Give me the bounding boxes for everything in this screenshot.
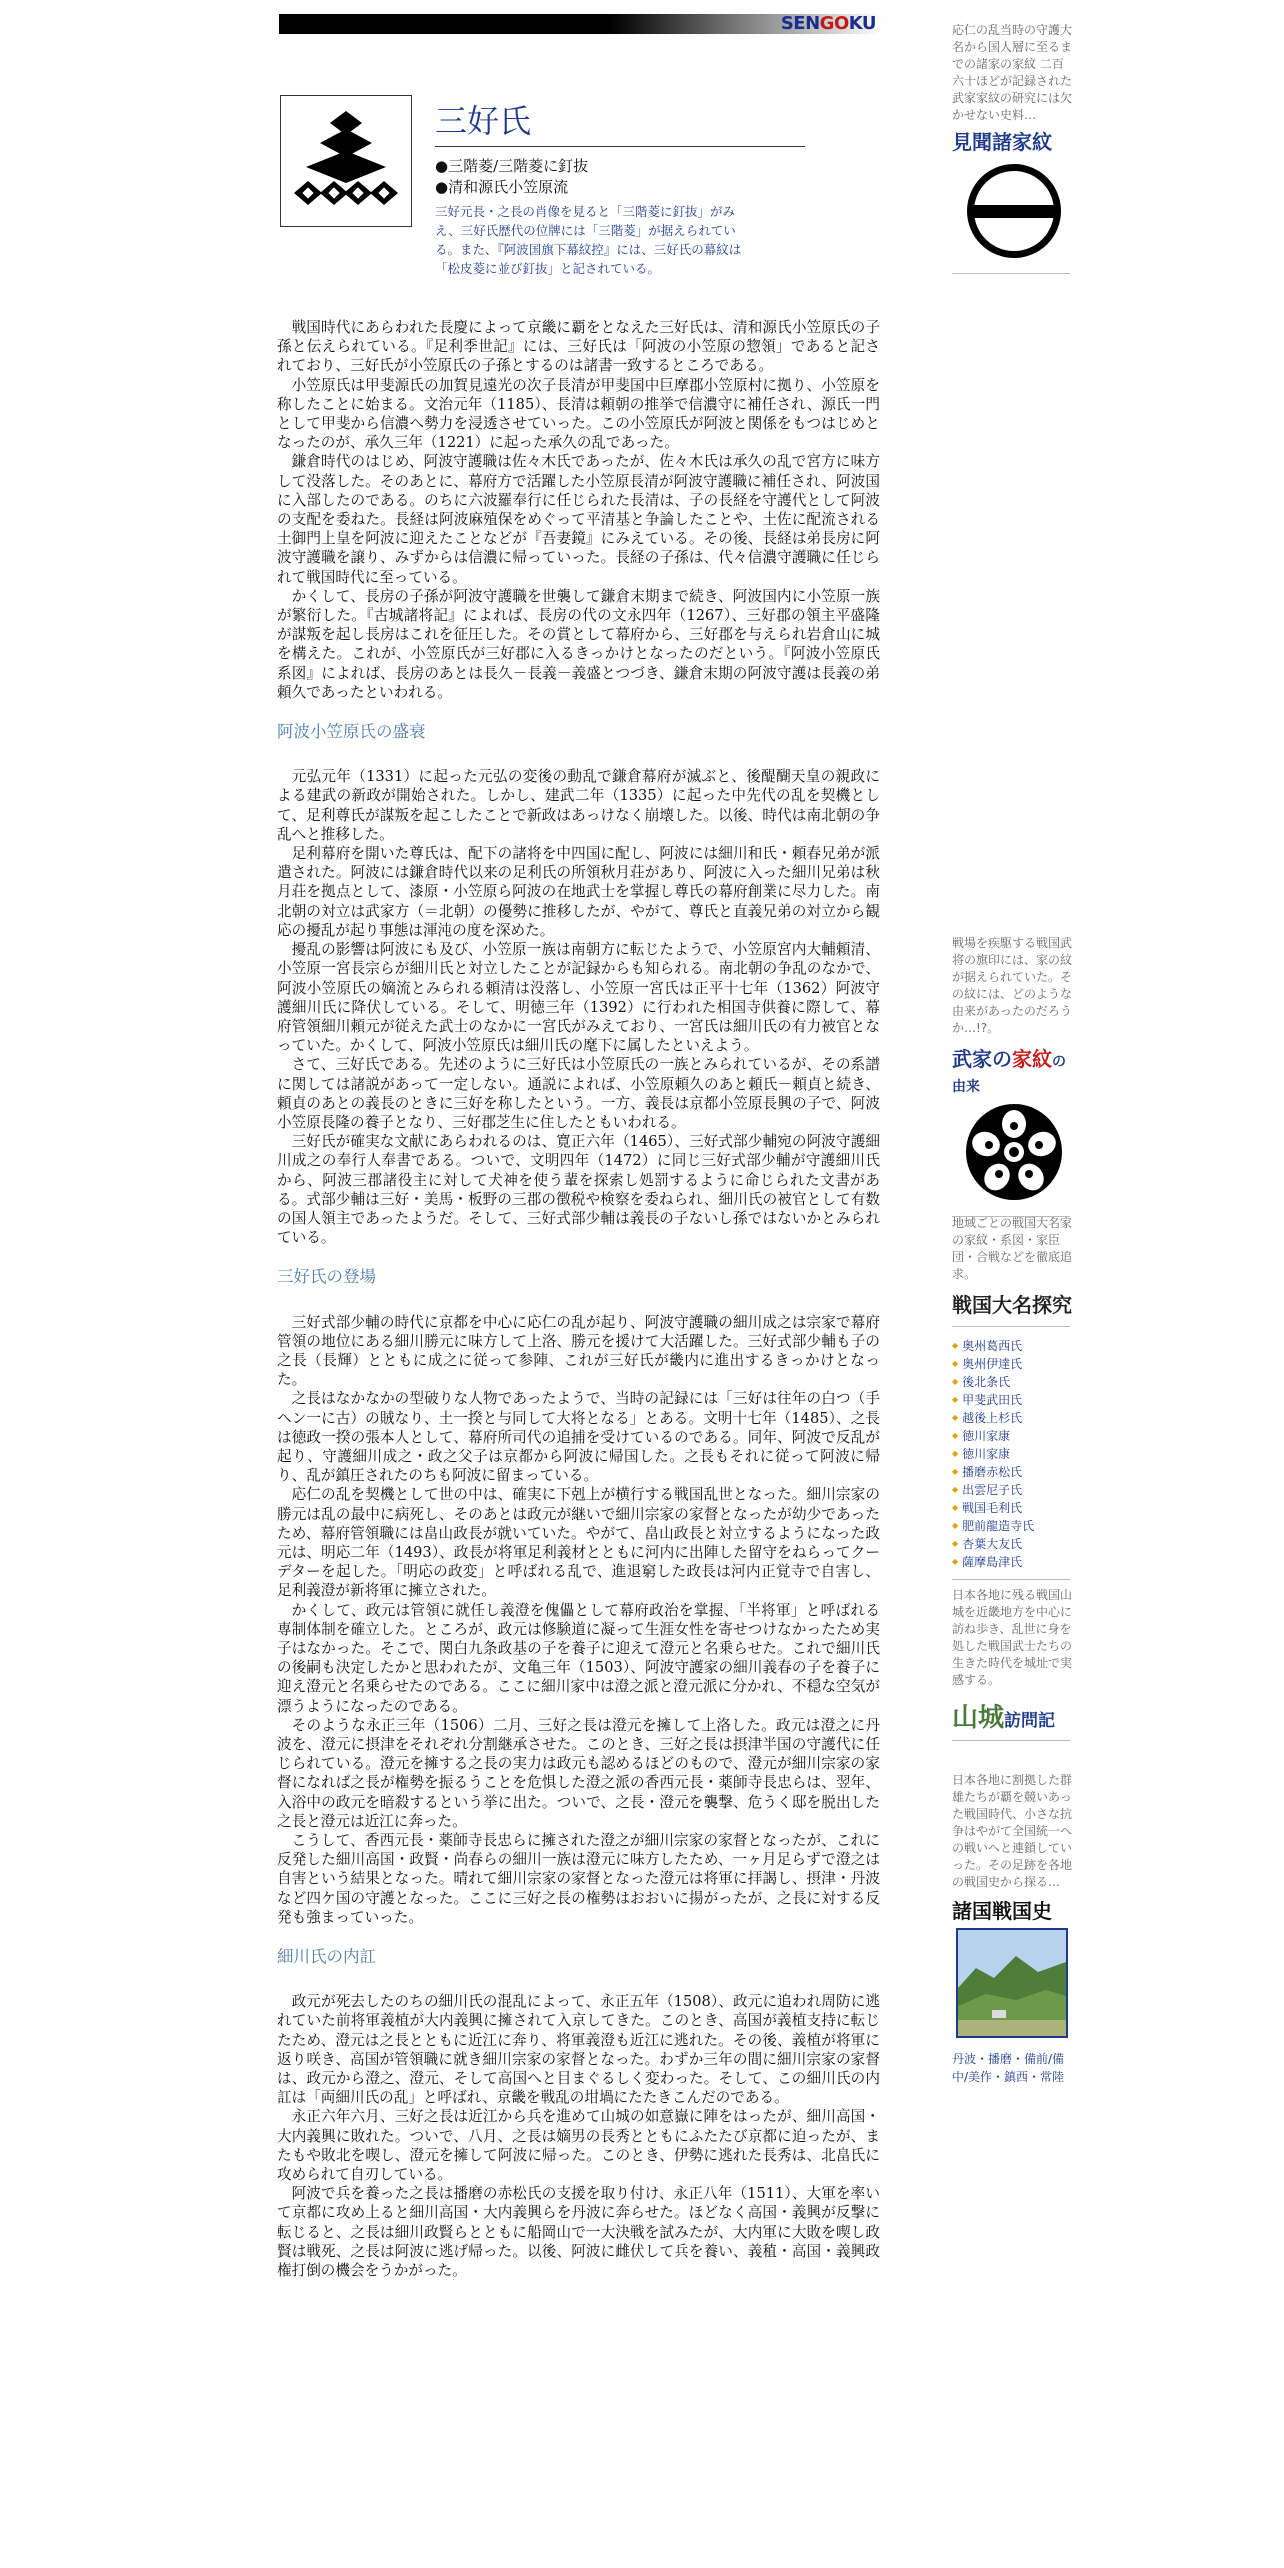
paragraph: こうして、香西元長・薬師寺長忠らに擁された澄之が細川宗家の家督となったが、これに反発した細川高国・政賢・尚春らの細川一族は澄元に味方したため、一ヶ月足らずで澄之は自害という結果となった。晴れて細川宗家の家督となった澄元は将軍に拝謁し、摂津・丹波など四ケ国の守護となった。ここに三好之長の権勢はおおいに揚がったが、之長に対する反発も強まっていった。: [277, 1832, 880, 1926]
paragraph: 戦国時代にあらわれた長慶によって京畿に覇をとなえた三好氏は、清和源氏小笠原氏の子孫と伝えられている。『足利季世記』には、三好氏は「阿波の小笠原の惣領」であると記されており、三好氏が小笠原氏の子孫とするのは諸書一致するところである。: [277, 319, 880, 375]
sidebar-text: 地域ごとの戦国大名家の家紋・系図・家臣団・合戦などを徹底追求。: [952, 1216, 1073, 1281]
sidebar-text: 日本各地に残る戦国山城を近畿地方を中心に訪ね歩き、乱世に身を処した戦国武士たちの生きた時代を城址で実感する。: [952, 1588, 1073, 1687]
paragraph: さて、三好氏である。先述のように三好氏は小笠原氏の一族とみられているが、その系譜に関しては諸説があって一定しない。通説によれば、小笠原頼久のあと頼氏－頼貞と続き、頼貞のあとの義長のときに三好を称したという。一方、義長は京都小笠原長興の子で、阿波小笠原長隆の養子となり、三好郡芝生に住したともいわれる。: [277, 1056, 880, 1131]
sidebar-block-kamon-origin[interactable]: [952, 935, 1072, 1217]
sidebar-text: 応仁の乱当時の守護大名から国人層に至るまでの諸家の家紋 二百六十ほどが記録された武家家紋の研究には欠かせない史料…: [952, 23, 1073, 122]
region-links[interactable]: 丹波・播磨・備前/備中/美作・鎮西・常陸: [952, 2052, 1065, 2084]
paragraph: 応仁の乱を契機として世の中は、確実に下剋上が横行する戦国乱世となった。細川宗家の勝元は乱の最中に病死し、そのあとは政元が継いで細川宗家の家督となったが幼少であったため、幕府管領職には畠山政長が就いていた。やがて、畠山政長と対立するようになった政元は、明応二年（1493）、政長が将軍足利義材とともに河内に出陣した留守をねらってクーデターを起した。「明応の政変」と呼ばれる乱で、進退窮した政長は河内正覚寺で自害し、足利義澄が新将軍に擁立された。: [277, 1486, 880, 1600]
sidebar-block-mikikishokamon[interactable]: [952, 22, 1072, 274]
daimyo-link[interactable]: ◆ 甲斐武田氏: [952, 1391, 1072, 1409]
paragraph: 擾乱の影響は阿波にも及び、小笠原一族は南朝方に転じたようで、小笠原宮内大輔頼清、小笠原一宮長宗らが細川氏と対立したことが記録からも知られる。南北朝の争乱のなかで、阿波小笠原氏の嫡流とみられる頼清は没落し、小笠原一宮氏は正平十七年（1362）阿波守護細川氏に降伏している。そして、明徳三年（1392）に行われた相国寺供養に際して、幕府管領細川頼元が従えた武士のなかに一宮氏がみえており、一宮氏は細川氏の有力被官となっていた。かくして、阿波小笠原氏は細川氏の麾下に属したといえよう。: [277, 941, 880, 1055]
paragraph: 永正六年六月、三好之長は近江から兵を進めて山城の如意嶽に陣をはったが、細川高国・大内義興に敗れた。ついで、八月、之長は嫡男の長秀とともにふたたび京都に迫ったが、またもや敗北を喫し、澄元を擁して阿波に帰った。このとき、伊勢に逃れた長秀は、北畠氏に攻められて自刃している。: [277, 2108, 880, 2184]
sidebar-text: 戦場を疾駆する戦国武将の旗印には、家の紋が据えられていた。その紋には、どのような由来があったのだろうか…!?。: [952, 936, 1073, 1035]
crest-icon: [290, 105, 402, 217]
daimyo-link[interactable]: ◆ 後北条氏: [952, 1373, 1072, 1391]
paragraph: かくして、長房の子孫が阿波守護職を世襲して鎌倉末期まで続き、阿波国内に小笠原一族が繁衍した。『古城諸将記』によれば、長房の代の文永四年（1267）、三好郡の領主平盛隆が謀叛を起し長房はこれを征圧した。その賞として幕府から、三好郡を与えられ岩倉山に城を構えた。これが、小笠原氏が三好郡に入るきっかけとなったのだという。『阿波小笠原氏系図』によれば、長房のあとは長久－長義－義盛とつづき、鎌倉末期の阿波守護は長義の弟頼久であったといわれる。: [277, 587, 880, 701]
paragraph: 阿波で兵を養った之長は播磨の赤松氏の支援を取り付け、永正八年（1511）、大軍を率いて京都に攻め上ると細川高国・大内義興らを丹波に奔らせた。ほどなく高国・義興が反撃に転じると、之長は細川政賢らとともに船岡山で一大決戦を試みたが、大内軍に大敗を喫し政賢は戦死、之長は阿波に逃げ帰った。以後、阿波に雌伏して兵を養い、義稙・高国・義興政権打倒の機会をうかがった。: [277, 2185, 880, 2280]
site-logo[interactable]: SENGOKU: [780, 13, 876, 34]
daimyo-link[interactable]: ◆ 出雲尼子氏: [952, 1481, 1072, 1499]
sidebar-block-shokoku[interactable]: [952, 1772, 1072, 2086]
sidebar-title[interactable]: 見聞諸家紋: [952, 130, 1052, 154]
sidebar-title[interactable]: 山城訪問記: [952, 1703, 1056, 1733]
article-body: [277, 318, 880, 2280]
crest-fact-1: ●三階菱/三階菱に釘抜: [435, 157, 589, 175]
page-title: 三好氏: [435, 102, 532, 140]
daimyo-link[interactable]: ◆ 徳川家康: [952, 1445, 1072, 1463]
paragraph: そのような永正三年（1506）二月、三好之長は澄元を擁して上洛した。政元は澄之に丹波を、澄元に摂津をそれぞれ分割継承させた。このとき、三好之長は摂津半国の守護代に任じられている。澄元を擁する之長の実力は政元も認めるほどのもので、澄元が細川宗家の家督になれば之長が権勢を振るうことを危惧した澄之派の香西元長・薬師寺長忠らは、翌年、入浴中の政元を暗殺するという挙に出た。ついで、之長・澄元を襲撃、危うく邸を脱出した之長と澄元は近江に奔った。: [277, 1716, 880, 1830]
daimyo-link[interactable]: ◆ 肥前龍造寺氏: [952, 1517, 1072, 1535]
daimyo-link[interactable]: ◆ 薩摩島津氏: [952, 1553, 1072, 1571]
daimyo-list: [952, 1337, 1072, 1571]
clan-crest: [280, 95, 412, 227]
landscape-photo[interactable]: [956, 1928, 1072, 2042]
paragraph: 三好式部少輔の時代に京都を中心に応仁の乱が起り、阿波守護職の細川成之は宗家で幕府管領の地位にある細川勝元に味方して上洛、勝元を援けて大活躍した。三好式部少輔も子の之長（長輝）とともに成之に従って参陣、これが三好氏が畿内に進出するきっかけとなった。: [277, 1313, 880, 1389]
oda-crest-icon: [964, 1102, 1072, 1206]
title-divider: [435, 146, 805, 147]
crest-note: 三好元長・之長の肖像を見ると「三階菱に釘抜」がみえ、三好氏歴代の位牌には「三階菱」が据えられている。また、『阿波国旗下幕紋控』には、三好氏の幕紋は「松皮菱に並び釘抜」と記されている。: [435, 204, 742, 276]
crest-fact-2: ●清和源氏小笠原流: [435, 178, 569, 196]
paragraph: 政元が死去したのちの細川氏の混乱によって、永正五年（1508）、政元に追われ周防に逃れていた前将軍義植が大内義興に擁されて入京してきた。このとき、高国が義植支持に転じたため、澄元は之長とともに近江に奔り、将軍義澄も近江に逃れた。その後、義植が将軍に返り咲き、高国が管領職に就き細川宗家の家督となった。わずか三年の間に細川宗家の家督は、政元から澄之、澄元、そして高国へと目まぐるしく変わった。そして、この細川氏の内訌は「両細川氏の乱」と呼ばれ、京畿を戦乱の坩堝にたたきこんだのである。: [277, 1993, 880, 2107]
daimyo-link[interactable]: ◆ 奥州伊達氏: [952, 1355, 1072, 1373]
circle-crest-icon: [964, 161, 1072, 265]
daimyo-link[interactable]: ◆ 杏葉大友氏: [952, 1535, 1072, 1553]
section-heading: 阿波小笠原氏の盛衰: [277, 722, 426, 742]
paragraph: かくして、政元は管領に就任し義澄を傀儡として幕府政治を掌握、「半将軍」と呼ばれる専制体制を確立した。ところが、政元は修験道に凝って生涯女性を寄せつけなかったため実子はなかった。そこで、関白九条政基の子を養子に迎えて澄元と名乗らせた。これで細川氏の後嗣も決定したかと思われたが、文亀三年（1503）、阿波守護家の細川義春の子を養子に迎え澄元と名乗らせたのである。ここに細川家中は澄之派と澄元派に分かれ、不穏な空気が漂うようになったのである。: [277, 1601, 880, 1715]
header-bar: [279, 14, 882, 34]
paragraph: 之長はなかなかの型破りな人物であったようで、当時の記録には「三好は往年の白つ（手ヘン一に古）の賊なり、土一揆と与同して大将となる」とある。文明十七年（1485）、之長は徳政一揆の張本人として、幕府所司代の追捕を受けているのである。同年、阿波で反乱が起り、守護細川成之・政之父子は京都から阿波に帰国した。之長もそれに従って阿波に帰り、乱が鎮圧されたのちも阿波に留まっている。: [277, 1390, 880, 1485]
sidebar-block-daimyo[interactable]: [952, 1215, 1072, 1580]
section-heading: 三好氏の登場: [277, 1267, 376, 1287]
sidebar-title[interactable]: 諸国戦国史: [952, 1899, 1052, 1923]
daimyo-link[interactable]: ◆ 奥州葛西氏: [952, 1337, 1072, 1355]
paragraph: 鎌倉時代のはじめ、阿波守護職は佐々木氏であったが、佐々木氏は承久の乱で宮方に味方して没落した。そのあとに、幕府方で活躍した小笠原長清が阿波守護職に補任され、阿波国に入部したのである。のちに六波羅奉行に任じられた長清は、子の長経を守護代として阿波の支配を委ねた。長経は阿波麻殖保をめぐって平清基と争論したことや、土佐に配流される土御門上皇を阿波に迎えたことなどが『吾妻鏡』にみえている。その後、長経は弟長房に阿波守護職を譲り、みずからは信濃に帰っていった。長経の子孫は、代々信濃守護職に任じられて戦国時代に至っている。: [277, 453, 880, 586]
daimyo-link[interactable]: ◆ 戦国毛利氏: [952, 1499, 1072, 1517]
daimyo-link[interactable]: ◆ 播磨赤松氏: [952, 1463, 1072, 1481]
paragraph: 元弘元年（1331）に起った元弘の変後の動乱で鎌倉幕府が滅ぶと、後醍醐天皇の親政による建武の新政が開始された。しかし、建武二年（1335）に起った中先代の乱を契機として、足利尊氏が謀叛を起こしたことで新政はあっけなく崩壊した。以後、時代は南北朝の争乱へと推移した。: [277, 768, 880, 843]
paragraph: 小笠原氏は甲斐源氏の加賀見遠光の次子長清が甲斐国中巨摩郡小笠原村に拠り、小笠原を称したことに始まる。文治元年（1185）、長清は頼朝の推挙で信濃守に補任され、源氏一門として甲斐から信濃へ勢力を浸透させていった。この小笠原氏が阿波と関係をもつはじめとなったのが、承久三年（1221）に起った承久の乱であった。: [277, 376, 880, 452]
sidebar-text: 日本各地に割拠した群雄たちが覇を競いあった戦国時代、小さな抗争はやがて全国統一への戦いへと連鎖していった。その足跡を各地の戦国史から探る…: [952, 1773, 1073, 1889]
sidebar-title[interactable]: 戦国大名探究: [952, 1293, 1072, 1317]
daimyo-link[interactable]: ◆ 徳川家康: [952, 1427, 1072, 1445]
paragraph: 足利幕府を開いた尊氏は、配下の諸将を中四国に配し、阿波には細川和氏・頼春兄弟が派遣された。阿波には鎌倉時代以来の足利氏の所領秋月荘があり、阿波に入った細川兄弟は秋月荘を拠点として、漆原・小笠原ら阿波の在地武士を掌握し尊氏の幕府創業に尽力した。南北朝の対立は武家方（＝北朝）の優勢に推移したが、やがて、尊氏と直義兄弟の対立から観応の擾乱が起り事態は渾沌の度を深めた。: [277, 845, 880, 939]
paragraph: 三好氏が確実な文献にあらわれるのは、寛正六年（1465）、三好式部少輔宛の阿波守護細川成之の奉行人奉書である。ついで、文明四年（1472）に同じ三好式部少輔が守護細川氏から、阿波三郡諸役主に対して犬神を使う輩を探索し処罰するように命じられた文書がある。式部少輔は三好・美馬・板野の三郡の徴税や検察を委ねられ、細川氏の被官として有数の国人領主であったようだ。そして、三好式部少輔は義長の子ないし孫ではないかとみられている。: [277, 1133, 880, 1247]
section-heading: 細川氏の内訌: [277, 1947, 376, 1967]
daimyo-link[interactable]: ◆ 越後上杉氏: [952, 1409, 1072, 1427]
crest-facts: [435, 156, 588, 198]
sidebar-block-yamajiro[interactable]: [952, 1587, 1072, 1741]
sidebar-title[interactable]: 武家の家紋の由来: [952, 1047, 1066, 1095]
